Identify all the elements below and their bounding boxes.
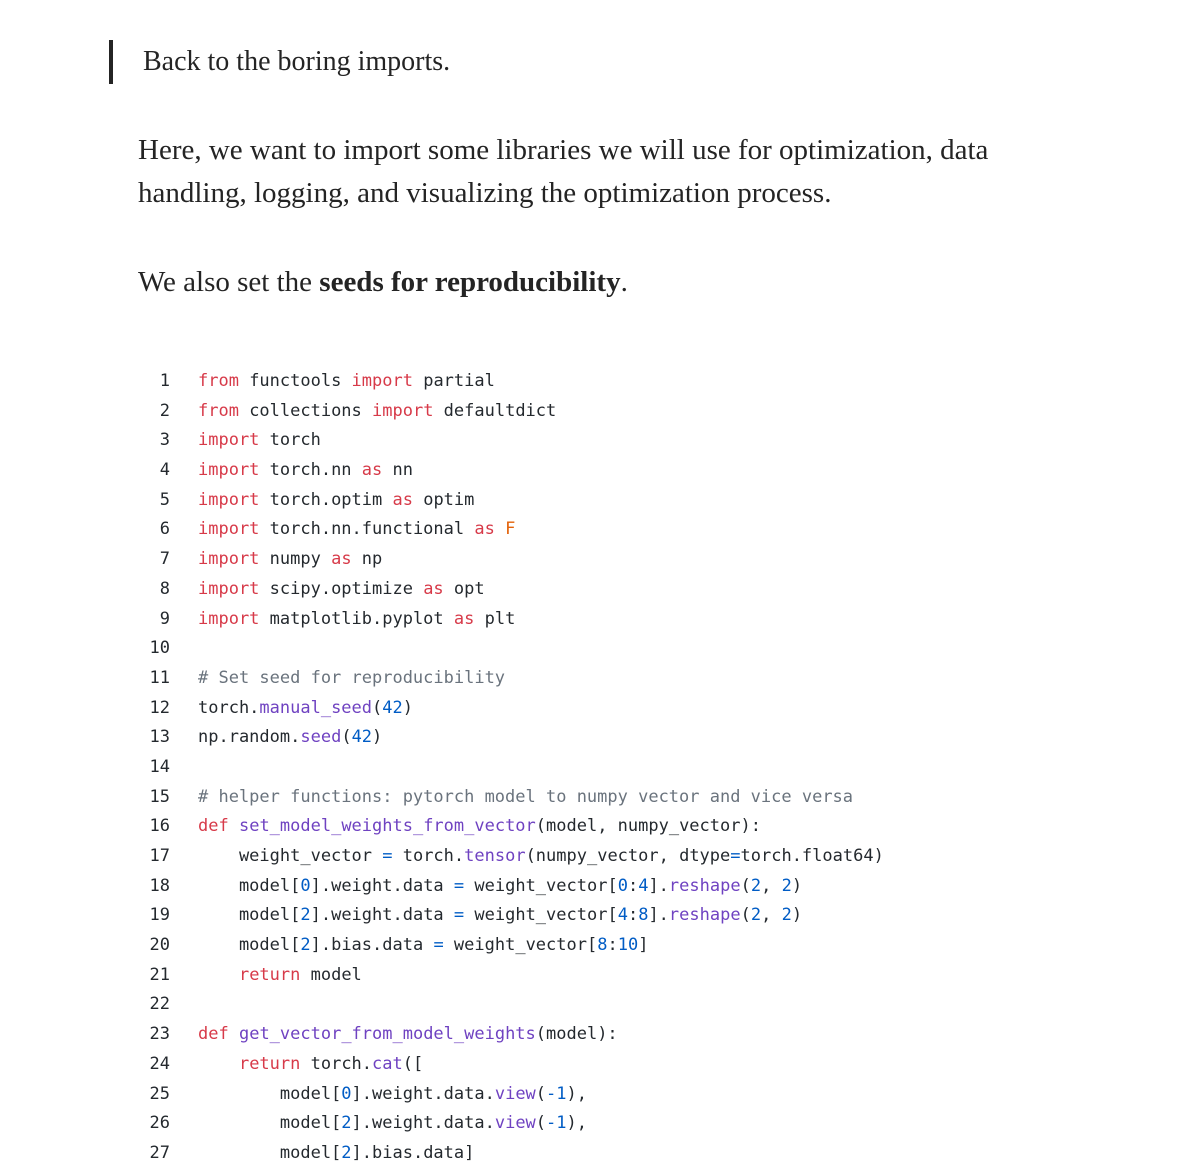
code-line [0, 1080, 1200, 1110]
line-number: 4 [159, 460, 170, 481]
line-number: 13 [149, 727, 170, 748]
code-line [0, 990, 1200, 1020]
code-text: import matplotlib.pyplot as plt [198, 608, 516, 629]
code-text: # Set seed for reproducibility [198, 667, 506, 688]
code-text: def get_vector_from_model_weights(model): [198, 1024, 618, 1045]
line-number: 2 [159, 400, 170, 421]
code-text: return torch.cat([ [238, 1053, 424, 1074]
paragraph-seeds-prefix: We also set the [138, 266, 320, 298]
code-line [0, 367, 1200, 397]
code-text: model[0].weight.data.view(-1), [198, 1083, 588, 1104]
line-number: 27 [149, 1142, 170, 1163]
line-number: 1 [159, 371, 170, 391]
code-text: model[2].weight.data = weight_vector[4:8].reshape(2, 2) [198, 905, 803, 926]
code-text: import torch.optim as optim [198, 489, 475, 510]
line-number: 11 [149, 667, 170, 688]
code-line [0, 872, 1200, 902]
code-text: torch.manual_seed(42) [198, 697, 413, 718]
line-number: 10 [149, 638, 170, 659]
code-text: from functools import partial [198, 371, 495, 391]
code-text: model[2].bias.data = weight_vector[8:10] [198, 935, 649, 956]
code-line [0, 1139, 1200, 1169]
line-number: 21 [149, 964, 170, 985]
code-text: model[0].weight.data = weight_vector[0:4].reshape(2, 2) [198, 875, 803, 896]
line-number: 18 [149, 875, 170, 896]
code-line [0, 961, 1200, 991]
line-number: 17 [149, 846, 170, 866]
line-number: 7 [159, 549, 170, 570]
code-line [0, 426, 1200, 456]
code-text: model[2].bias.data] [198, 1142, 475, 1163]
line-number: 3 [159, 430, 170, 451]
code-line [0, 486, 1200, 516]
paragraph-seeds [138, 261, 1038, 304]
line-number: 20 [149, 935, 170, 956]
code-line [0, 901, 1200, 931]
code-line [0, 1109, 1200, 1139]
code-text: # helper functions: pytorch model to numpy vector and vice versa [198, 786, 854, 807]
line-number: 5 [159, 489, 170, 510]
line-number: 6 [159, 519, 170, 540]
paragraph-seeds-suffix: . [620, 266, 628, 298]
line-number: 25 [149, 1083, 170, 1104]
code-line [0, 753, 1200, 783]
code-block [0, 367, 1200, 1169]
paragraph-seeds-bold: seeds for reproducibility [319, 266, 621, 298]
line-number: 22 [149, 994, 170, 1015]
code-text: import torch [198, 430, 321, 451]
code-line [0, 1020, 1200, 1050]
code-line [0, 723, 1200, 753]
code-line [0, 515, 1200, 545]
code-line [0, 1050, 1200, 1080]
line-number: 24 [149, 1053, 170, 1074]
paragraph-intro: Here, we want to import some libraries we will use for optimization, data handling, logging, and visualizing the optimization process. [138, 134, 989, 209]
blockquote-text: Back to the boring imports. [143, 46, 451, 77]
code-text: import numpy as np [198, 549, 383, 570]
line-number: 26 [149, 1113, 170, 1134]
code-text: from collections import defaultdict [198, 400, 557, 421]
blockquote [109, 40, 450, 84]
code-text: import torch.nn as nn [198, 460, 413, 481]
code-line [0, 694, 1200, 724]
line-number: 12 [149, 697, 170, 718]
code-line [0, 456, 1200, 486]
code-text: model[2].weight.data.view(-1), [198, 1113, 588, 1134]
line-number: 19 [149, 905, 170, 926]
line-number: 15 [149, 786, 170, 807]
code-line [0, 783, 1200, 813]
line-number: 23 [149, 1024, 170, 1045]
code-line [0, 931, 1200, 961]
line-number: 16 [149, 816, 170, 837]
code-line [0, 605, 1200, 635]
code-line [0, 397, 1200, 427]
code-text: np.random.seed(42) [198, 727, 383, 748]
code-text: def set_model_weights_from_vector(model, numpy_vector): [198, 816, 761, 837]
code-line [0, 842, 1200, 872]
code-text: return model [238, 964, 362, 985]
code-text: import torch.nn.functional as F [198, 519, 516, 540]
line-number: 14 [149, 756, 170, 777]
code-line [0, 664, 1200, 694]
code-line [0, 575, 1200, 605]
code-text: weight_vector = torch.tensor(numpy_vector, dtype=torch.float64) [198, 846, 884, 866]
code-line [0, 545, 1200, 575]
line-number: 9 [159, 608, 170, 629]
line-number: 8 [159, 578, 170, 599]
code-line [0, 812, 1200, 842]
code-text: import scipy.optimize as opt [198, 578, 485, 599]
code-line [0, 634, 1200, 664]
